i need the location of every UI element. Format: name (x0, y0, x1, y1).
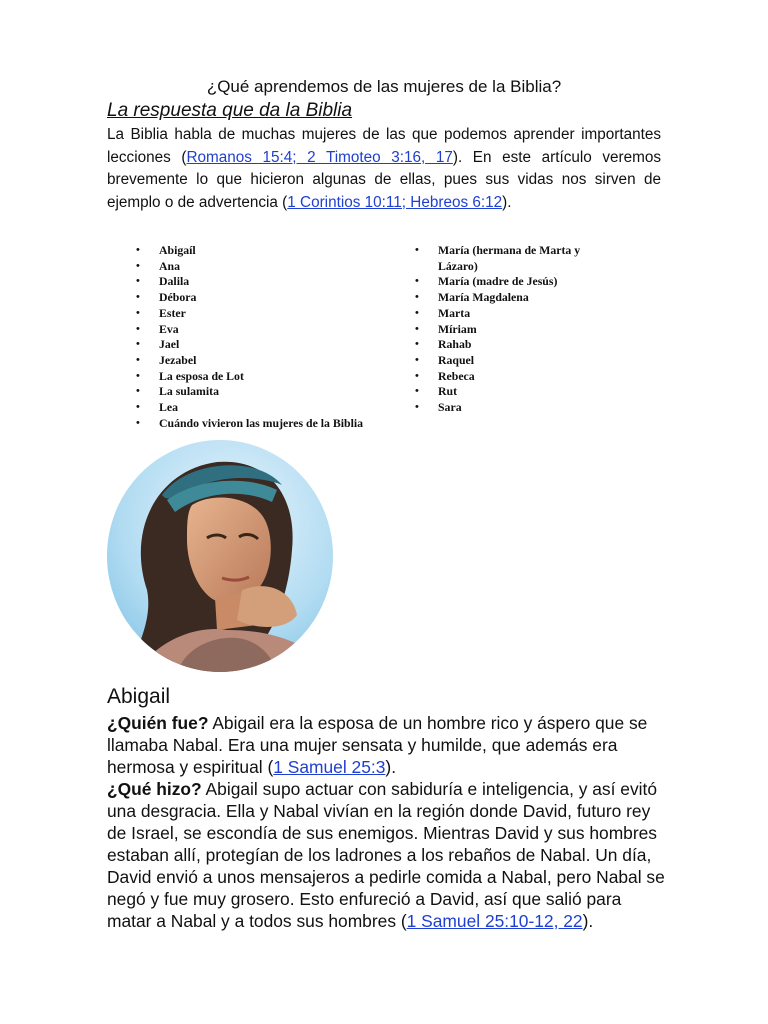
intro-paragraph (107, 124, 661, 214)
list-item[interactable]: • Rahab (415, 337, 615, 353)
list-item[interactable]: • Marta (415, 306, 615, 322)
list-item[interactable]: • Lea (136, 400, 386, 416)
list-item[interactable]: • Débora (136, 290, 386, 306)
answer-who-end: ). (385, 757, 397, 777)
list-item[interactable]: • María Magdalena (415, 290, 615, 306)
list-item[interactable]: • Rebeca (415, 369, 615, 385)
list-item[interactable]: • Abigaíl (136, 243, 386, 259)
list-item[interactable]: • Eva (136, 322, 386, 338)
list-item[interactable]: • Cuándo vivieron las mujeres de la Biblia (136, 416, 386, 432)
women-list-right (415, 243, 615, 416)
answer-who: Abigail era la esposa de un hombre rico y áspero que se llamaba Nabal. Era una mujer sensata y humilde, que además era hermosa y espiritual ( (107, 713, 648, 777)
list-item[interactable]: • María (hermana de Marta y Lázaro) (415, 243, 615, 274)
link-1-samuel-25-3[interactable]: 1 Samuel 25:3 (273, 757, 386, 777)
list-item[interactable]: • Raquel (415, 353, 615, 369)
list-item[interactable]: • Míriam (415, 322, 615, 338)
list-item[interactable]: • Jezabel (136, 353, 386, 369)
question-who: ¿Quién fue? (107, 713, 209, 733)
portrait-icon (107, 440, 333, 672)
page-title: ¿Qué aprendemos de las mujeres de la Biblia? (206, 77, 562, 96)
intro-text-2: ). En este artículo veremos brevemente lo que hicieron algunas de ellas, pues sus vidas nos sirven de ejemplo o de advertencia ( (107, 148, 661, 211)
link-corintios-hebreos[interactable]: 1 Corintios 10:11; Hebreos 6:12 (287, 193, 503, 211)
section-body (107, 712, 667, 932)
list-item[interactable]: • La sulamita (136, 384, 386, 400)
list-item[interactable]: • Dalila (136, 274, 386, 290)
intro-text-3: ). (502, 193, 512, 211)
list-item[interactable]: • Jael (136, 337, 386, 353)
question-what: ¿Qué hizo? (107, 779, 202, 799)
list-item[interactable]: • Sara (415, 400, 615, 416)
answer-what: Abigail supo actuar con sabiduría e inteligencia, y así evitó una desgracia. Ella y Nabal vivían en la región donde David, futuro rey de Israel, se escondía de sus enemigos. Mientras David y sus hombres estaban allí, protegían de los ladrones a los rebaños de Nabal. Un día, David envió a unos mensajeros a pedirle comida a Nabal, pero Nabal se negó y fue muy grosero. Esto enfureció a David, así que salió para matar a Nabal y a todos sus hombres ( (107, 779, 665, 931)
intro-text-1: La Biblia habla de muchas mujeres de las que podemos aprender importantes lecciones ( (107, 126, 661, 166)
page-subtitle: La respuesta que da la Biblia (107, 100, 353, 121)
list-item[interactable]: • María (madre de Jesús) (415, 274, 615, 290)
link-romanos-timoteo[interactable]: Romanos 15:4; 2 Timoteo 3:16, 17 (186, 148, 453, 166)
list-item[interactable]: • Ester (136, 306, 386, 322)
link-1-samuel-25-10[interactable]: 1 Samuel 25:10-12, 22 (406, 911, 583, 931)
women-list-left (136, 243, 386, 431)
list-item[interactable]: • La esposa de Lot (136, 369, 386, 385)
list-item[interactable]: • Ana (136, 259, 386, 275)
answer-what-end: ). (582, 911, 594, 931)
section-heading: Abigail (107, 685, 171, 708)
woman-portrait-illustration (107, 440, 333, 672)
list-item[interactable]: • Rut (415, 384, 615, 400)
